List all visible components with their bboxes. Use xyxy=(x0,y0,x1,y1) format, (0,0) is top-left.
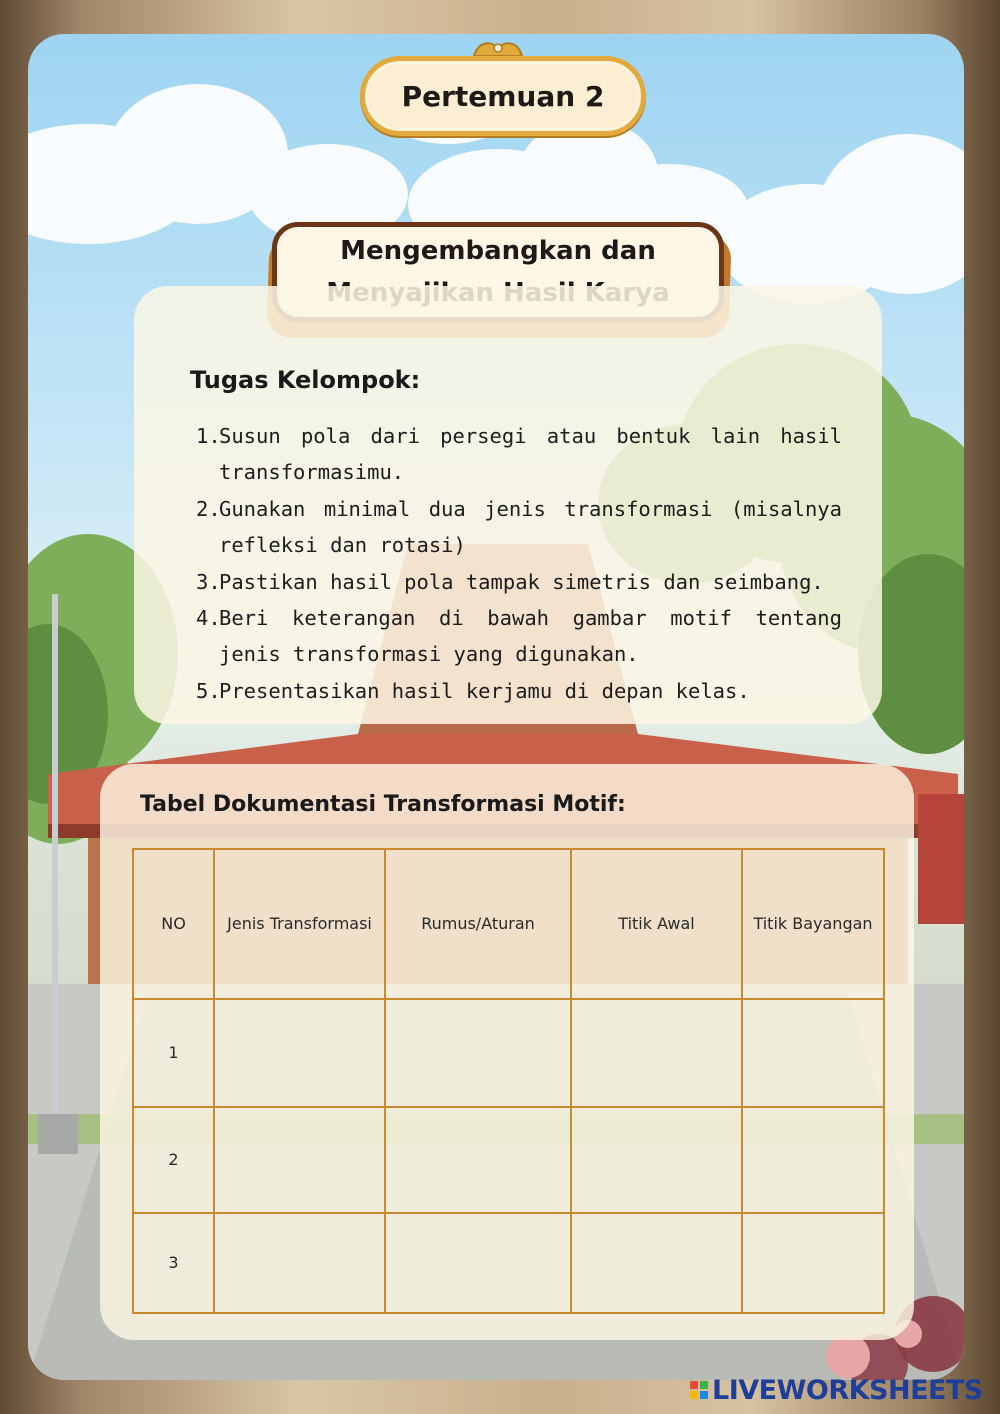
task-list xyxy=(196,418,842,709)
documentation-table xyxy=(132,848,885,1314)
header-titik-bayangan: Titik Bayangan xyxy=(742,849,884,999)
answer-cell[interactable] xyxy=(214,1107,385,1213)
answer-cell[interactable] xyxy=(571,999,742,1107)
task-text: Gunakan minimal dua jenis transformasi (misalnya refleksi dan rotasi) xyxy=(219,496,842,558)
answer-cell[interactable] xyxy=(385,1107,571,1213)
row-number: 1 xyxy=(133,999,214,1107)
row-number: 2 xyxy=(133,1107,214,1213)
answer-cell[interactable] xyxy=(571,1213,742,1313)
task-number: 5. xyxy=(196,678,221,703)
tasks-heading: Tugas Kelompok: xyxy=(190,366,421,394)
list-item xyxy=(196,673,842,709)
list-item xyxy=(196,564,842,600)
task-number: 4. xyxy=(196,606,221,631)
task-text: Beri keterangan di bawah gambar motif tentang jenis transformasi yang digunakan. xyxy=(219,606,842,667)
task-number: 2. xyxy=(196,496,221,521)
row-number: 3 xyxy=(133,1213,214,1313)
answer-cell[interactable] xyxy=(214,999,385,1107)
liveworksheets-logo-icon xyxy=(690,1381,708,1399)
answer-cell[interactable] xyxy=(742,1107,884,1213)
header-jenis-transformasi: Jenis Transformasi xyxy=(214,849,385,999)
table-row xyxy=(133,999,884,1107)
table-row xyxy=(133,1107,884,1213)
answer-cell[interactable] xyxy=(742,1213,884,1313)
list-item xyxy=(196,491,842,564)
answer-cell[interactable] xyxy=(571,1107,742,1213)
task-text: Presentasikan hasil kerjamu di depan kelas. xyxy=(219,678,750,703)
answer-cell[interactable] xyxy=(214,1213,385,1313)
answer-cell[interactable] xyxy=(742,999,884,1107)
answer-cell[interactable] xyxy=(385,1213,571,1313)
header-titik-awal: Titik Awal xyxy=(571,849,742,999)
task-text: Pastikan hasil pola tampak simetris dan seimbang. xyxy=(219,569,824,594)
table-row xyxy=(133,1213,884,1313)
liveworksheets-watermark xyxy=(690,1374,983,1406)
table-heading: Tabel Dokumentasi Transformasi Motif: xyxy=(140,792,626,817)
header-rumus-aturan: Rumus/Aturan xyxy=(385,849,571,999)
header-no: NO xyxy=(133,849,214,999)
page-title: Pertemuan 2 xyxy=(360,56,646,136)
answer-cell[interactable] xyxy=(385,999,571,1107)
list-item xyxy=(196,600,842,673)
task-number: 1. xyxy=(196,424,221,448)
subtitle-line-1: Mengembangkan dan xyxy=(340,236,656,266)
watermark-text: LIVEWORKSHEETS xyxy=(712,1374,983,1406)
task-text: Susun pola dari persegi atau bentuk lain hasil transformasimu. xyxy=(219,424,842,485)
list-item xyxy=(196,418,842,491)
task-number: 3. xyxy=(196,569,221,594)
table-header-row xyxy=(133,849,884,999)
